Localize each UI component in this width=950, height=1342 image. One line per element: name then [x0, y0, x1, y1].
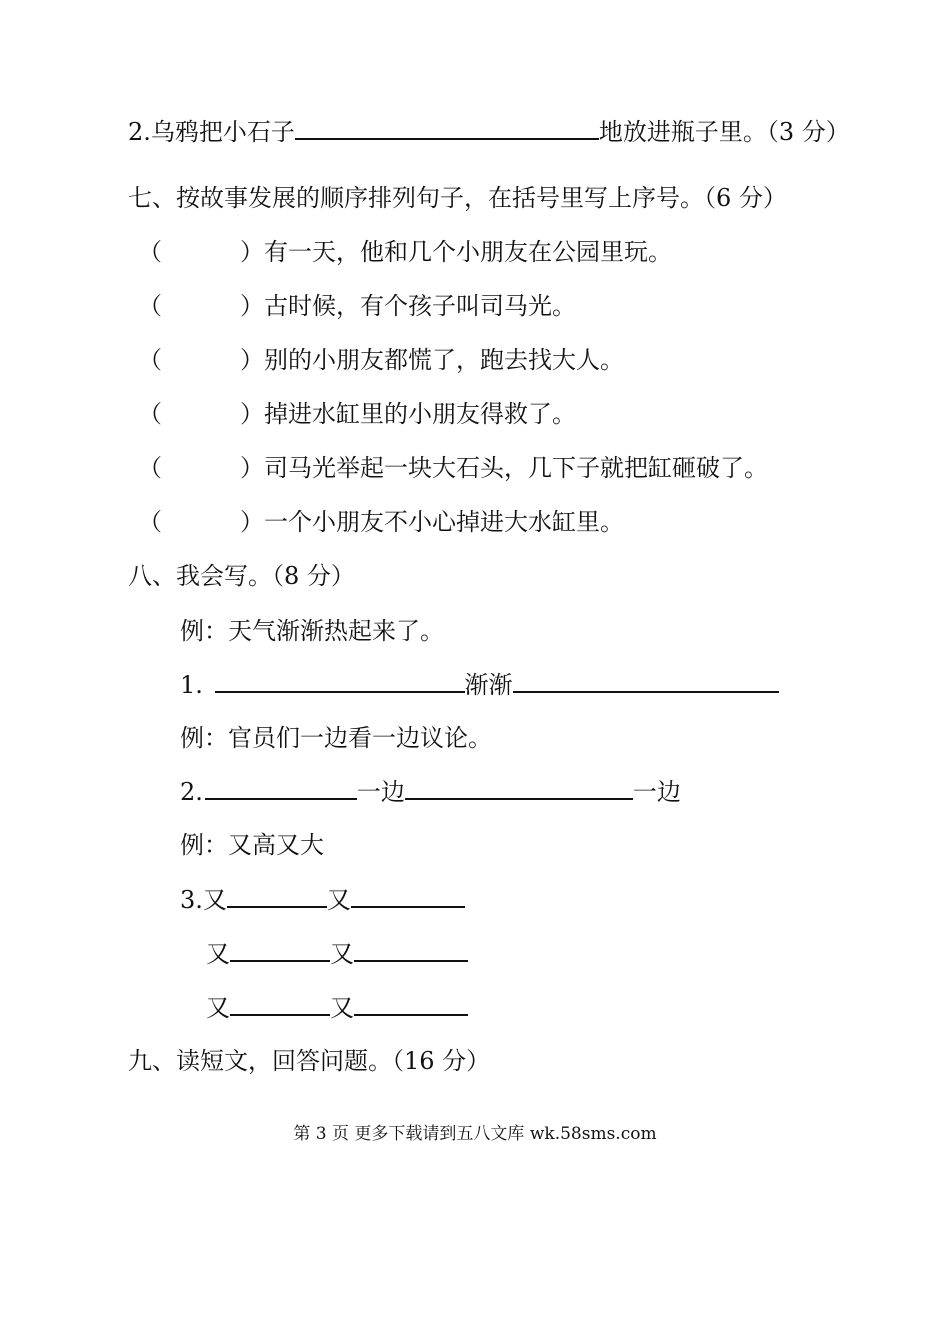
answer-blank[interactable]	[230, 992, 330, 1016]
write-question-2	[180, 776, 681, 807]
keyword: 又	[326, 886, 351, 914]
right-paren: ）	[240, 508, 264, 536]
right-paren: ）	[240, 454, 264, 482]
answer-blank[interactable]	[354, 938, 468, 962]
keyword: 一边	[356, 778, 405, 806]
order-item	[138, 345, 624, 375]
left-paren: （	[138, 454, 162, 482]
keyword: 又	[330, 940, 354, 968]
right-paren: ）	[240, 346, 264, 374]
left-paren: （	[138, 292, 162, 320]
keyword: 又	[202, 886, 227, 914]
question-number: 2.	[180, 778, 203, 806]
order-item-text: 掉进水缸里的小朋友得救了。	[264, 400, 576, 428]
order-item-text: 一个小朋友不小心掉进大水缸里。	[264, 508, 624, 536]
right-paren: ）	[240, 400, 264, 428]
example-3: 例：又高又大	[180, 831, 324, 859]
answer-blank[interactable]	[513, 669, 779, 693]
left-paren: （	[138, 400, 162, 428]
question-number: 1.	[180, 671, 203, 699]
page-footer: 第 3 页 更多下载请到五八文库 wk.58sms.com	[293, 1124, 657, 1144]
order-item-text: 有一天，他和几个小朋友在公园里玩。	[264, 238, 672, 266]
left-paren: （	[138, 346, 162, 374]
order-item	[138, 453, 768, 483]
answer-blank[interactable]	[215, 669, 465, 693]
answer-blank[interactable]	[351, 884, 465, 908]
question-2-line	[128, 116, 850, 147]
left-paren: （	[138, 508, 162, 536]
answer-blank[interactable]	[227, 884, 327, 908]
write-question-3-row	[180, 884, 465, 915]
order-item	[138, 507, 624, 537]
keyword: 一边	[632, 778, 681, 806]
section-9-title: 九、读短文，回答问题。（16 分）	[128, 1047, 491, 1075]
write-question-1	[180, 669, 779, 700]
question-2-prefix: 2.乌鸦把小石子	[128, 118, 295, 146]
section-8-title: 八、我会写。（8 分）	[128, 562, 355, 590]
keyword: 渐渐	[464, 671, 513, 699]
right-paren: ）	[240, 238, 264, 266]
order-item	[138, 237, 672, 267]
section-7-title: 七、按故事发展的顺序排列句子，在括号里写上序号。（6 分）	[128, 184, 787, 212]
question-number: 3.	[180, 886, 203, 914]
left-paren: （	[138, 238, 162, 266]
answer-blank[interactable]	[205, 776, 357, 800]
order-item-text: 别的小朋友都慌了，跑去找大人。	[264, 346, 624, 374]
keyword: 又	[206, 940, 230, 968]
order-item	[138, 291, 576, 321]
answer-blank[interactable]	[354, 992, 468, 1016]
write-question-3-row	[206, 938, 468, 969]
right-paren: ）	[240, 292, 264, 320]
question-2-suffix: 地放进瓶子里。（3 分）	[598, 118, 850, 146]
order-item	[138, 399, 576, 429]
answer-blank[interactable]	[295, 116, 599, 140]
write-question-3-row	[206, 992, 468, 1023]
order-item-text: 司马光举起一块大石头，几下子就把缸砸破了。	[264, 454, 768, 482]
example-2: 例：官员们一边看一边议论。	[180, 724, 492, 752]
answer-blank[interactable]	[405, 776, 633, 800]
answer-blank[interactable]	[230, 938, 330, 962]
keyword: 又	[330, 994, 354, 1022]
order-item-text: 古时候，有个孩子叫司马光。	[264, 292, 576, 320]
example-1: 例：天气渐渐热起来了。	[180, 617, 444, 645]
keyword: 又	[206, 994, 230, 1022]
